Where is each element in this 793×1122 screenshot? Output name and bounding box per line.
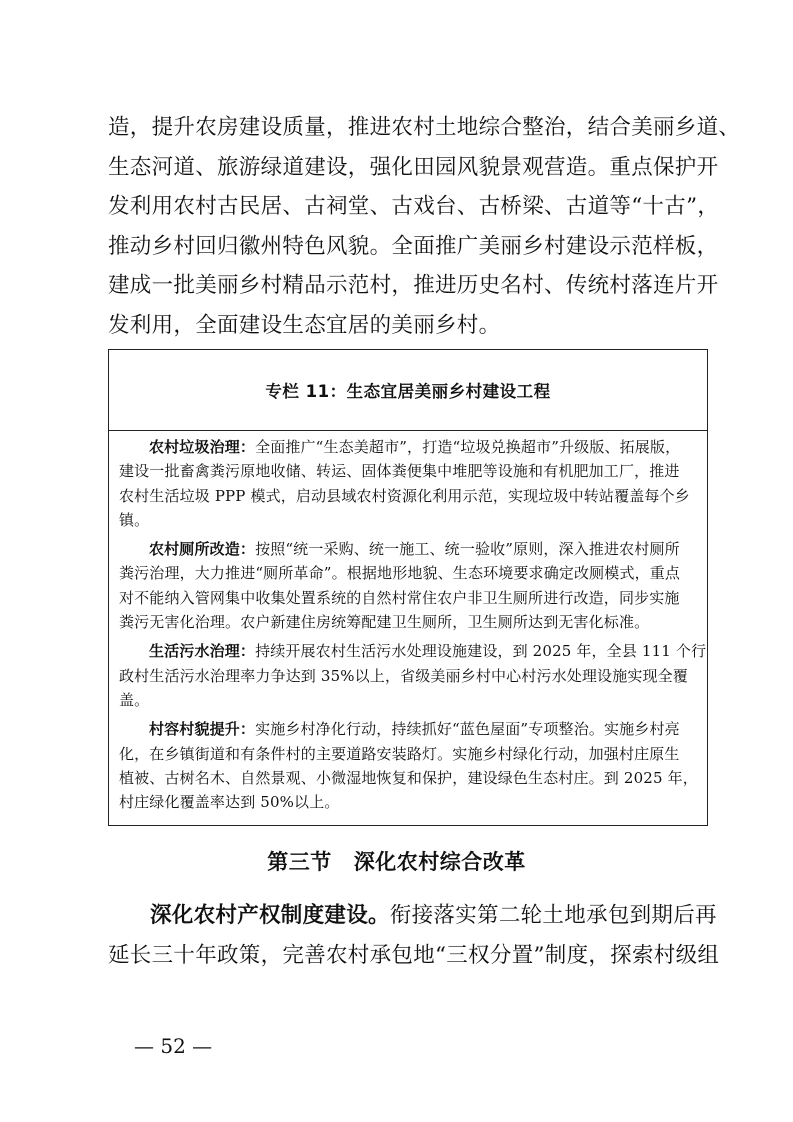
text-line: 延长三十年政策，完善农村承包地“三权分置”制度，探索村级组 xyxy=(108,942,720,968)
text-line: 盖。 xyxy=(119,690,150,709)
item-text: 全面推广“生态美超市”，打造“垃圾兑换超市”升级版、拓展版， xyxy=(255,438,681,456)
text-line: 建成一批美丽乡村精品示范村，推进历史名村、传统村落连片开 xyxy=(108,273,719,298)
text-line: 化，在乡镇街道和有条件村的主要道路安装路灯。实施乡村绿化行动，加强村庄原生 xyxy=(119,744,680,763)
item-text: 持续开展农村生活污水处理设施建设，到 2025 年，全县 111 个行 xyxy=(255,642,707,661)
item-lead: 农村厕所改造： xyxy=(149,540,256,559)
box-item-garbage xyxy=(119,435,699,532)
item-text: 按照“统一采购、统一施工、统一验收”原则，深入推进农村厕所 xyxy=(255,540,680,559)
section-title: 深化农村综合改革 xyxy=(353,850,526,874)
box-item-sewage xyxy=(119,639,707,712)
paragraph-text: 衔接落实第二轮土地承包到期后再 xyxy=(389,903,717,928)
item-lead: 农村垃圾治理： xyxy=(149,438,256,456)
column-box xyxy=(108,349,708,826)
body-paragraph xyxy=(108,108,741,345)
section-heading xyxy=(0,846,793,876)
text-line xyxy=(119,717,699,741)
text-line: 政村生活污水治理率力争达到 35%以上，省级美丽乡村中心村污水处理设施实现全覆 xyxy=(119,666,688,685)
column-box-title: 专栏 11：生态宜居美丽乡村建设工程 xyxy=(109,350,707,431)
text-line xyxy=(108,896,717,936)
text-line xyxy=(119,537,699,561)
text-line: 村庄绿化覆盖率达到 50%以上。 xyxy=(119,793,340,812)
text-line: 粪污无害化治理。农户新建住房统筹配建卫生厕所，卫生厕所达到无害化标准。 xyxy=(119,613,650,632)
box-item-village-appearance xyxy=(119,717,699,814)
paragraph-lead: 深化农村产权制度建设。 xyxy=(150,903,390,928)
text-line: 粪污治理，大力推进“厕所革命”。根据地形地貌、生态环境要求确定改厕模式，重点 xyxy=(119,564,681,583)
section-number: 第三节 xyxy=(267,850,332,874)
text-line: 对不能纳入管网集中收集处置系统的自然村常住农户非卫生厕所进行改造，同步实施 xyxy=(119,588,680,607)
text-line: 镇。 xyxy=(119,510,150,529)
page-number: — 52 — xyxy=(134,1034,213,1058)
text-line: 建设一批畜禽粪污原地收储、转运、固体粪便集中堆肥等设施和有机肥加工厂，推进 xyxy=(119,462,680,481)
item-lead: 村容村貌提升： xyxy=(149,720,256,739)
body-paragraph xyxy=(108,896,720,975)
text-line: 发利用农村古民居、古祠堂、古戏台、古桥梁、古道等“十古”， xyxy=(108,194,720,219)
text-line xyxy=(119,435,699,459)
text-line: 农村生活垃圾 PPP 模式，启动县域农村资源化利用示范，实现垃圾中转站覆盖每个乡 xyxy=(119,486,690,505)
text-line: 推动乡村回归徽州特色风貌。全面推广美丽乡村建设示范样板， xyxy=(108,233,719,259)
text-line: 生态河道、旅游绿道建设，强化田园风貌景观营造。重点保护开 xyxy=(108,154,719,180)
text-line: 植被、古树名木、自然景观、小微湿地恢复和保护，建设绿色生态村庄。到 2025 年， xyxy=(119,768,698,787)
box-item-toilet xyxy=(119,537,699,634)
column-box-body xyxy=(109,431,707,814)
text-line xyxy=(119,639,707,663)
item-text: 实施乡村净化行动，持续抓好“蓝色屋面”专项整治。实施乡村亮 xyxy=(255,720,680,739)
item-lead: 生活污水治理： xyxy=(149,642,256,661)
text-line: 发利用，全面建设生态宜居的美丽乡村。 xyxy=(108,312,501,338)
text-line: 造，提升农房建设质量，推进农村土地综合整治，结合美丽乡道、 xyxy=(108,115,741,140)
